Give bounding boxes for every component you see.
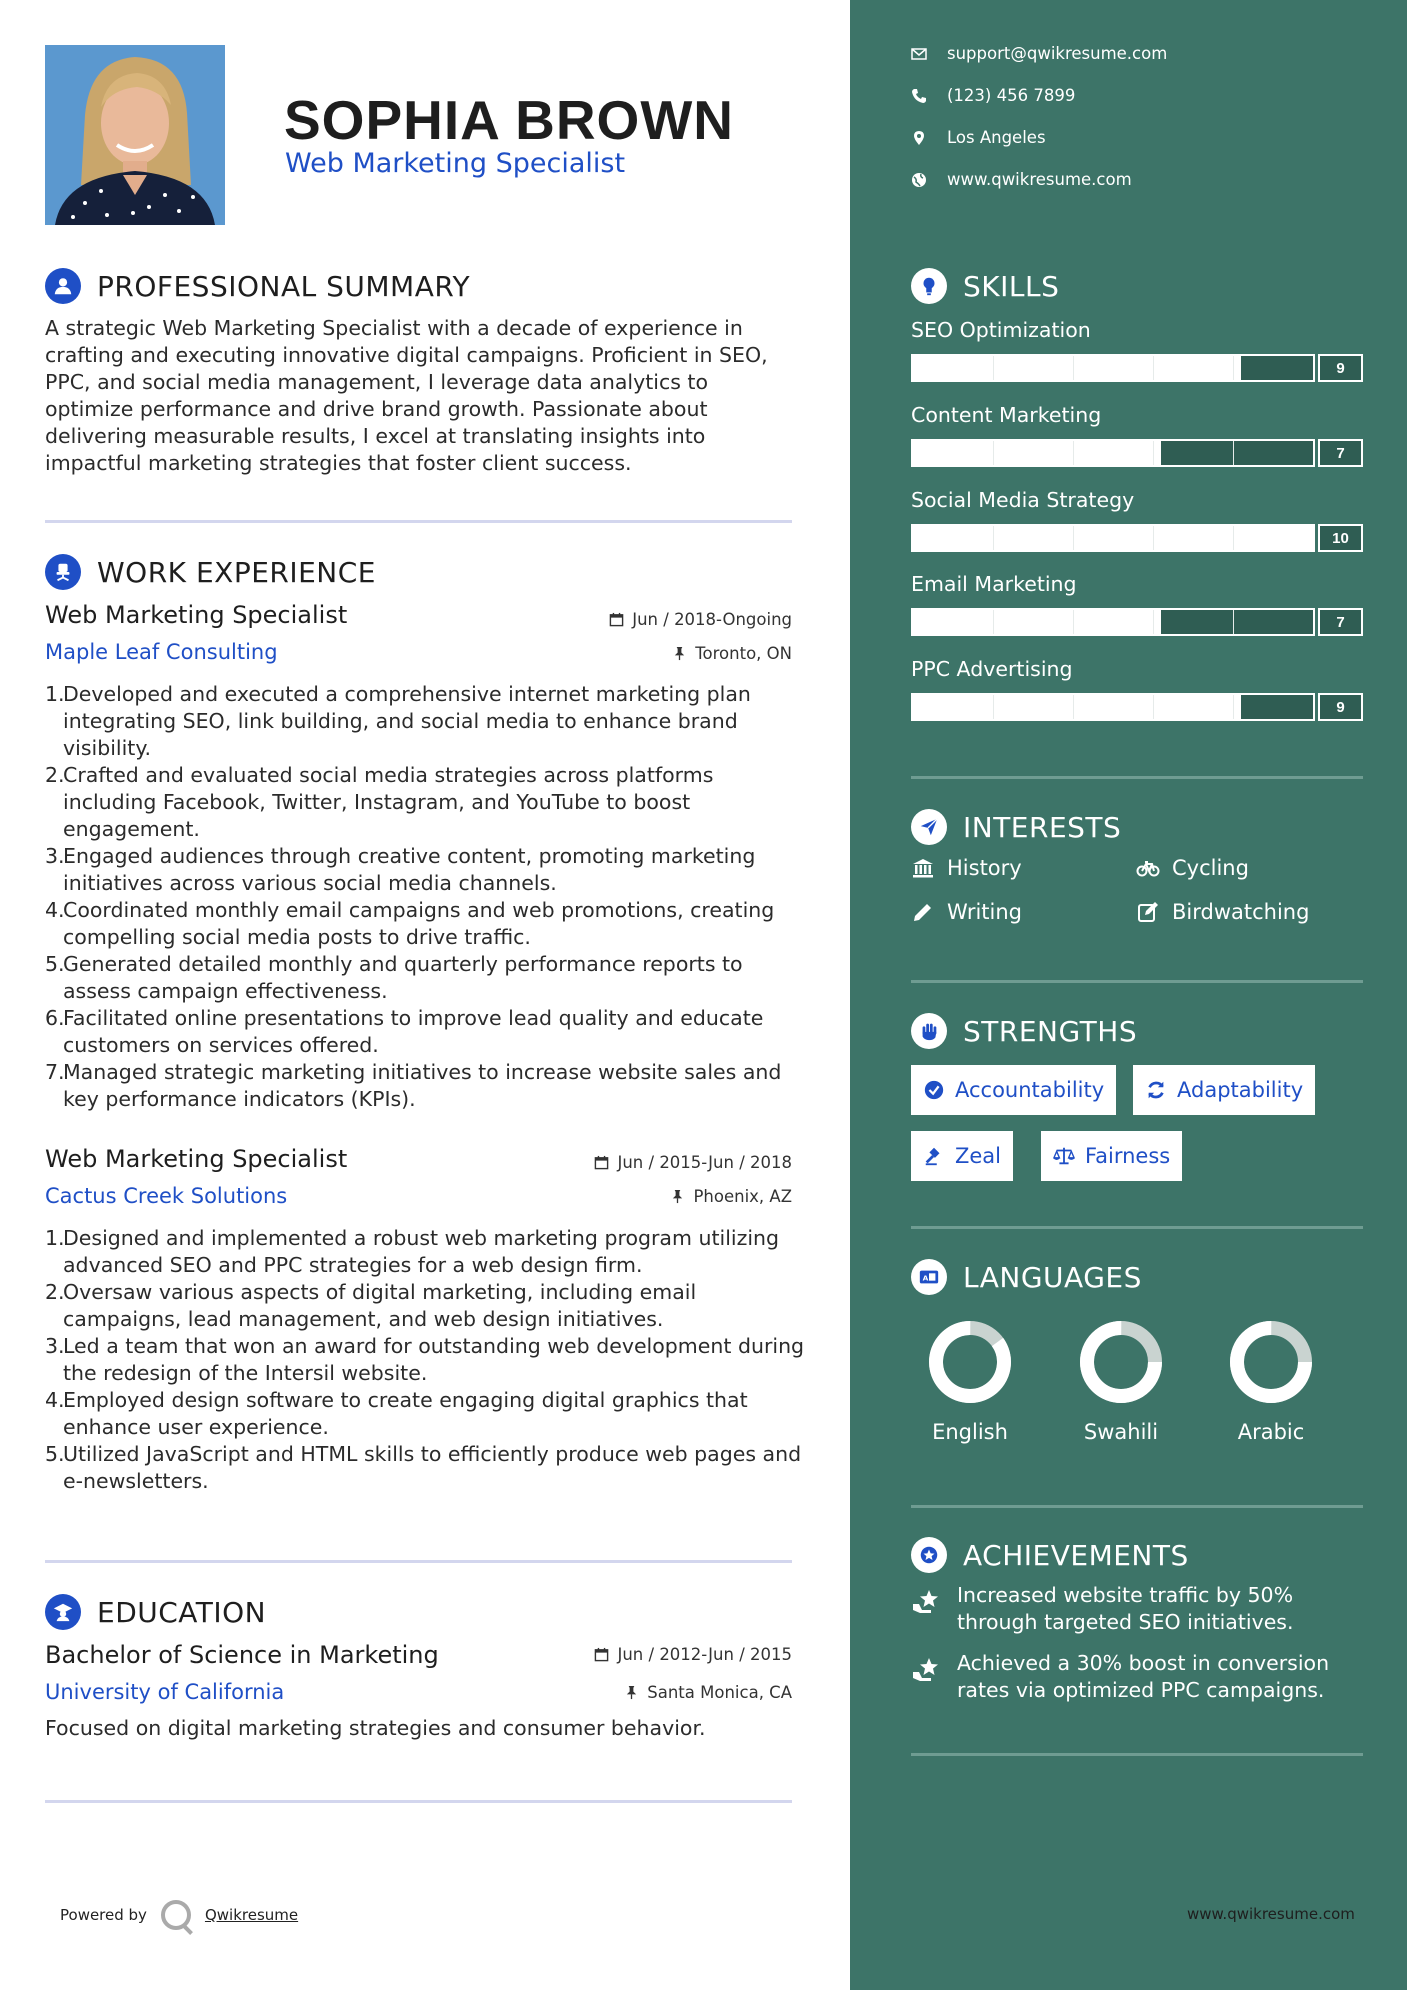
skill-bar-segment	[1153, 356, 1154, 380]
skill-name: Email Marketing	[911, 572, 1077, 596]
interest-label: History	[947, 856, 1022, 880]
portrait-image	[45, 45, 225, 225]
language-name: Swahili	[1083, 1420, 1159, 1444]
skill-bar	[911, 693, 1315, 721]
skill-bar-segment	[1073, 610, 1074, 634]
list-item: 2. Oversaw various aspects of digital marketing, including email campaigns, lead management, and web design initiatives.	[45, 1280, 697, 1331]
education-title: EDUCATION	[97, 1595, 267, 1629]
list-item: 1. Designed and implemented a robust web marketing program utilizing advanced SEO and PPC strategies for a web design firm.	[45, 1226, 780, 1277]
skill-bar-segment	[993, 526, 994, 550]
language-item	[910, 1320, 1030, 1444]
strength-badge	[1041, 1131, 1182, 1181]
contact-location	[911, 128, 1046, 147]
lightbulb-icon	[911, 268, 947, 304]
section-divider	[45, 1800, 792, 1803]
calendar-icon	[594, 1155, 609, 1170]
calendar-icon	[594, 1647, 609, 1662]
skills-title: SKILLS	[963, 269, 1060, 303]
skill-bar-segment	[1073, 526, 1074, 550]
svg-text:A: A	[922, 1273, 929, 1283]
interests-title: INTERESTS	[963, 810, 1122, 844]
qwikresume-logo-icon	[161, 1900, 191, 1930]
interest-item	[1136, 900, 1309, 924]
job-location-text: Toronto, ON	[695, 644, 792, 663]
job-location-text: Phoenix, AZ	[693, 1187, 792, 1206]
skill-level: 10	[1318, 524, 1363, 552]
strength-label: Fairness	[1085, 1144, 1171, 1168]
list-item: 4. Employed design software to create engaging digital graphics that enhance user experience.	[45, 1388, 748, 1439]
list-item: 2. Crafted and evaluated social media strategies across platforms including Facebook, Twitter, Instagram, and YouTube to boost engagement.	[45, 763, 714, 841]
strength-badge	[911, 1065, 1116, 1115]
bank-icon	[911, 856, 935, 880]
skill-bar-segment	[1233, 610, 1234, 634]
section-divider	[911, 776, 1363, 779]
job-company: Cactus Creek Solutions	[45, 1184, 288, 1208]
edit-icon	[1136, 900, 1160, 924]
skill-bar	[911, 608, 1315, 636]
contact-website[interactable]	[911, 170, 1132, 189]
skill-bar-segment	[1073, 441, 1074, 465]
strengths-heading	[911, 1013, 1137, 1049]
skill-level: 7	[1318, 439, 1363, 467]
contact-email[interactable]	[911, 44, 1167, 63]
skill-bar-fill	[913, 695, 1241, 719]
hand-icon	[911, 1013, 947, 1049]
job-location	[670, 1187, 792, 1206]
job-dates-text: Jun / 2015-Jun / 2018	[617, 1153, 792, 1172]
graduate-icon	[45, 1594, 81, 1630]
skill-bar	[911, 524, 1315, 552]
star-hand-icon	[911, 1654, 943, 1686]
interest-label: Writing	[947, 900, 1022, 924]
summary-text: A strategic Web Marketing Specialist with a decade of experience in crafting and executing innovative digital campaigns. Proficient in SEO, PPC, and social media management, I leverage data analytics to optimize performance and drive brand growth. Passionate about delivering measurable results, I excel at translating insights into impactful marketing strategies that foster client success.	[45, 316, 768, 475]
strength-label: Accountability	[955, 1078, 1105, 1102]
strength-badge	[1133, 1065, 1315, 1115]
skill-bar-segment	[1233, 526, 1234, 550]
envelope-icon	[911, 46, 927, 62]
language-name: Arabic	[1237, 1420, 1305, 1444]
skill-bar-segment	[993, 356, 994, 380]
pencil-icon	[911, 900, 935, 924]
language-item	[1061, 1320, 1181, 1444]
skill-bar-segment	[1233, 441, 1234, 465]
job-dates	[609, 610, 792, 629]
language-proficiency-ring	[1229, 1320, 1313, 1404]
skill-bar-fill	[913, 526, 1313, 550]
achievement-item	[911, 1650, 1363, 1704]
section-divider	[911, 1226, 1363, 1229]
skill-bar-fill	[913, 441, 1161, 465]
list-item: 5. Generated detailed monthly and quarterly performance reports to assess campaign effectiveness.	[45, 952, 743, 1003]
phone-icon	[911, 88, 927, 104]
skill-bar-segment	[993, 441, 994, 465]
globe-icon	[911, 172, 927, 188]
list-item: 7. Managed strategic marketing initiatives to increase website sales and key performance indicators (KPIs).	[45, 1060, 782, 1111]
job-company: Maple Leaf Consulting	[45, 640, 278, 664]
list-item: 5. Utilized JavaScript and HTML skills to efficiently produce web pages and e-newsletters.	[45, 1442, 802, 1493]
skills-heading	[911, 268, 1059, 304]
powered-by	[60, 1900, 298, 1930]
skill-bar-segment	[1153, 695, 1154, 719]
achievements-heading	[911, 1537, 1189, 1573]
skill-bar-segment	[1153, 526, 1154, 550]
skill-bar-segment	[1233, 695, 1234, 719]
interest-item	[911, 900, 1022, 924]
interest-item	[1136, 856, 1249, 880]
language-proficiency-ring	[928, 1320, 1012, 1404]
languages-title: LANGUAGES	[963, 1260, 1142, 1294]
job-dates-text: Jun / 2018-Ongoing	[632, 610, 792, 629]
strength-label: Zeal	[955, 1144, 1002, 1168]
pin-icon	[624, 1685, 639, 1700]
qwikresume-link[interactable]: Qwikresume	[204, 1906, 299, 1924]
skill-name: Social Media Strategy	[911, 488, 1135, 512]
star-badge-icon	[911, 1537, 947, 1573]
interest-item	[911, 856, 1022, 880]
summary-title: PROFESSIONAL SUMMARY	[97, 269, 471, 303]
skill-bar	[911, 354, 1315, 382]
list-item: 6. Facilitated online presentations to improve lead quality and educate customers on services offered.	[45, 1006, 764, 1057]
contact-phone[interactable]	[911, 86, 1075, 105]
calendar-icon	[609, 612, 624, 627]
strengths-title: STRENGTHS	[963, 1014, 1138, 1048]
contact-email-text: support@qwikresume.com	[947, 44, 1168, 63]
job-title: Web Marketing Specialist	[45, 601, 348, 629]
education-dates-text: Jun / 2012-Jun / 2015	[617, 1645, 792, 1664]
education-description: Focused on digital marketing strategies and consumer behavior.	[45, 1716, 706, 1740]
education-location-text: Santa Monica, CA	[647, 1683, 792, 1702]
skill-level: 9	[1318, 354, 1363, 382]
skill-bar	[911, 439, 1315, 467]
list-item: 3. Led a team that won an award for outstanding web development during the redesign of the Intersil website.	[45, 1334, 805, 1385]
job-duties	[45, 1225, 805, 1495]
achievement-text: Achieved a 30% boost in conversion rates via optimized PPC campaigns.	[957, 1651, 1330, 1702]
star-hand-icon	[911, 1586, 943, 1618]
achievements-title: ACHIEVEMENTS	[963, 1538, 1189, 1572]
check-circle-icon	[923, 1079, 945, 1101]
education-location	[624, 1683, 792, 1702]
education-heading	[45, 1594, 266, 1630]
interests-heading	[911, 809, 1121, 845]
skill-bar-segment	[993, 610, 994, 634]
candidate-title: Web Marketing Specialist	[285, 148, 626, 179]
interest-label: Cycling	[1172, 856, 1249, 880]
section-divider	[911, 1753, 1363, 1756]
interest-label: Birdwatching	[1172, 900, 1310, 924]
office-chair-icon	[45, 554, 81, 590]
gavel-icon	[923, 1145, 945, 1167]
skill-name: SEO Optimization	[911, 318, 1091, 342]
language-item	[1211, 1320, 1331, 1444]
job-duties	[45, 681, 805, 1113]
skill-level: 9	[1318, 693, 1363, 721]
experience-heading	[45, 554, 376, 590]
skill-name: Content Marketing	[911, 403, 1102, 427]
contact-website-text: www.qwikresume.com	[947, 170, 1132, 189]
map-marker-icon	[911, 130, 927, 146]
skill-bar-segment	[1153, 441, 1154, 465]
skill-name: PPC Advertising	[911, 657, 1073, 681]
skill-bar-fill	[913, 356, 1241, 380]
section-divider	[45, 1560, 792, 1563]
language-name: English	[932, 1420, 1008, 1444]
paper-plane-icon	[911, 809, 947, 845]
pin-icon	[670, 1189, 685, 1204]
skill-bar-fill	[913, 610, 1161, 634]
languages-heading	[911, 1259, 1142, 1295]
school-name: University of California	[45, 1680, 285, 1704]
skill-level: 7	[1318, 608, 1363, 636]
list-item: 3. Engaged audiences through creative content, promoting marketing initiatives across various social media channels.	[45, 844, 756, 895]
language-proficiency-ring	[1079, 1320, 1163, 1404]
experience-title: WORK EXPERIENCE	[97, 555, 376, 589]
candidate-name: SOPHIA BROWN	[284, 89, 734, 151]
bicycle-icon	[1136, 856, 1160, 880]
skill-bar-segment	[1073, 695, 1074, 719]
job-dates	[594, 1153, 792, 1172]
section-divider	[911, 980, 1363, 983]
contact-phone-text: (123) 456 7899	[947, 86, 1076, 105]
balance-scale-icon	[1053, 1145, 1075, 1167]
achievement-item	[911, 1582, 1363, 1636]
strength-label: Adaptability	[1177, 1078, 1304, 1102]
profile-photo	[45, 45, 225, 225]
education-dates	[594, 1645, 792, 1664]
list-item: 4. Coordinated monthly email campaigns and web promotions, creating compelling social media posts to drive traffic.	[45, 898, 775, 949]
language-icon	[911, 1259, 947, 1295]
skill-bar-segment	[1073, 356, 1074, 380]
skill-bar-segment	[993, 695, 994, 719]
section-divider	[911, 1505, 1363, 1508]
skill-bar-segment	[1153, 610, 1154, 634]
pin-icon	[672, 646, 687, 661]
summary-heading	[45, 268, 470, 304]
contact-location-text: Los Angeles	[947, 128, 1046, 147]
job-location	[672, 644, 792, 663]
refresh-icon	[1145, 1079, 1167, 1101]
achievement-text: Increased website traffic by 50% through targeted SEO initiatives.	[957, 1583, 1294, 1634]
section-divider	[45, 520, 792, 523]
user-icon	[45, 268, 81, 304]
footer-website[interactable]: www.qwikresume.com	[1187, 1905, 1355, 1923]
powered-by-label: Powered by	[60, 1906, 147, 1924]
skill-bar-segment	[1233, 356, 1234, 380]
job-title: Web Marketing Specialist	[45, 1145, 348, 1173]
strength-badge	[911, 1131, 1013, 1181]
degree-title: Bachelor of Science in Marketing	[45, 1641, 439, 1669]
list-item: 1. Developed and executed a comprehensive internet marketing plan integrating SEO, link building, and social media to enhance brand visibility.	[45, 682, 751, 760]
